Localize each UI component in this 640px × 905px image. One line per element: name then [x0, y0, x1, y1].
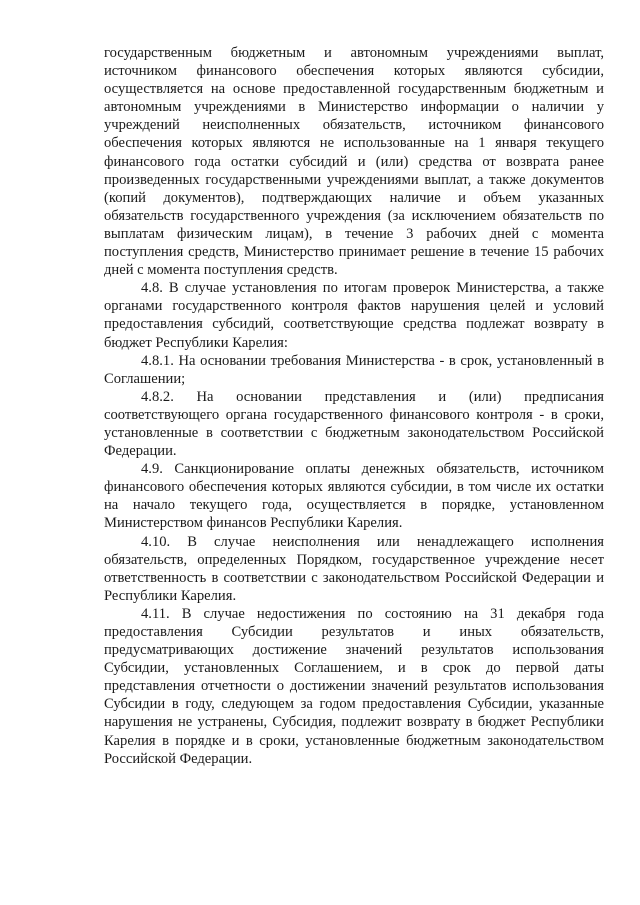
paragraph-4-10: 4.10. В случае неисполнения или ненадлежащего исполнения обязательств, определенных Порядком, государственное учреждение несет ответственность в соответствии с законодательством Российской Федерации и Республики Карелия. — [104, 533, 604, 604]
paragraph-4-8-1: 4.8.1. На основании требования Министерства - в срок, установленный в Соглашении; — [104, 352, 604, 387]
document-page — [104, 44, 604, 768]
paragraph-4-9: 4.9. Санкционирование оплаты денежных обязательств, источником финансового обеспечения которых являются субсидии, в том числе их остатки на начало текущего года, осуществляется в порядке, установленном Министерством финансов Республики Карелия. — [104, 461, 604, 532]
paragraph-4-8-2: 4.8.2. На основании представления и (или) предписания соответствующего органа государственного финансового контроля - в сроки, установленные в соответствии с бюджетным законодательством Российской Федерации. — [104, 388, 604, 460]
paragraph-4-8: 4.8. В случае установления по итогам проверок Министерства, а также органами государственного контроля фактов нарушения целей и условий предоставления субсидий, соответствующие средства подлежат возврату в бюджет Республики Карелия: — [104, 280, 604, 351]
paragraph-continuation: государственным бюджетным и автономным учреждениями выплат, источником финансового обеспечения которых являются субсидии, осуществляется на основе предоставленной государственным бюджетным и автономным учреждениями в Министерство информации о наличии у учреждений неисполненных обязательств, источником финансового обеспечения которых являются не использованные на 1 января текущего финансового года остатки субсидий и (или) средства от возврата ранее произведенных государственными учреждениями выплат, а также документов (копий документов), подтверждающих наличие и объем указанных обязательств государственного учреждения (за исключением обязательств по выплатам физическим лицам), в течение 3 рабочих дней с момента поступления средств, Министерство принимает решение в течение 15 рабочих дней с момента поступления средств. — [104, 45, 604, 279]
paragraph-4-11: 4.11. В случае недостижения по состоянию на 31 декабря года предоставления Субсидии результатов и иных обязательств, предусматривающих достижение значений результатов использования Субсидии, установленных Соглашением, и в срок до первой даты представления отчетности о достижении значений результатов использования Субсидии в году, следующем за годом предоставления Субсидии, указанные нарушения не устранены, Субсидия, подлежит возврату в бюджет Республики Карелия в порядке и в сроки, установленные бюджетным законодательством Российской Федерации. — [104, 605, 604, 767]
